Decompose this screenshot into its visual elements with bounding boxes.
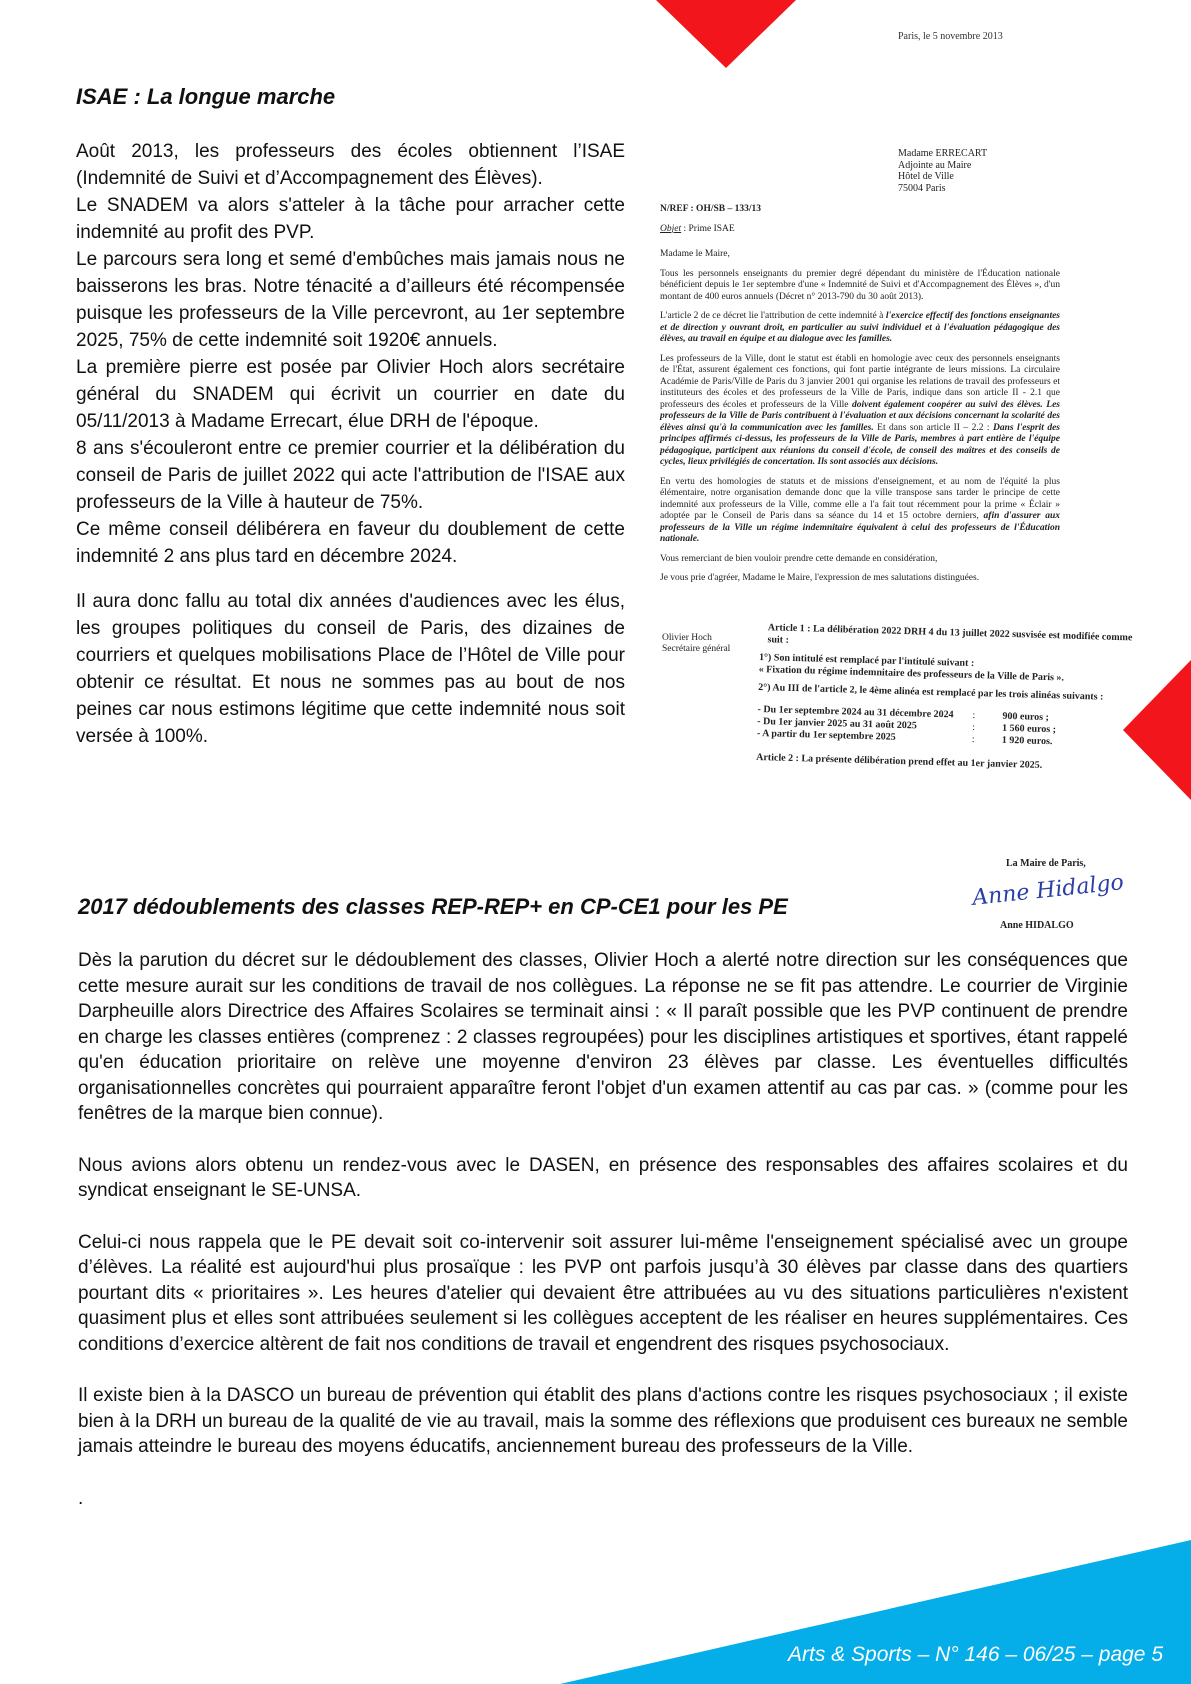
- footer-page-info: Arts & Sports – N° 146 – 06/25 – page 5: [788, 1643, 1163, 1666]
- letter-paragraph: Les professeurs de la Ville, dont le statut est établi en homologie avec ceux des personnels enseignants de l'État, assurent également ces fonctions, qui font partie intégrante de leurs missions. La circulaire Académie de Paris/Ville de Paris du 3 janvier 2001 qui organise les relations de travail des professeurs et instituteurs des écoles et des professeurs de la Ville de Paris, indique dans son article II - 2.1 que professeurs des écoles et professeurs de la Ville doivent également coopérer au suivi des élèves. Les professeurs de la Ville de Paris contribuent à l'évaluation et aux décisions concernant la scolarité des élèves ainsi qu'à la communication avec les familles. Et dans son article II – 2.2 : Dans l'esprit des principes affirmés ci-dessus, les professeurs de la Ville de Paris, membres à part entière de l'équipe pédagogique, participent aux réunions du conseil d'école, de conseil des maîtres et des conseils de cycles, lieux privilégiés de concertation. Ils sont associés aux décisions.: [660, 353, 1060, 467]
- letter-signer: Olivier Hoch Secrétaire général: [662, 633, 731, 654]
- letter-body: [660, 204, 1060, 593]
- letter-date: Paris, le 5 novembre 2013: [898, 31, 1003, 42]
- rates-list: [757, 704, 1148, 751]
- letter-recipient: Madame ERRECART Adjointe au Maire Hôtel de Ville 75004 Paris: [898, 148, 988, 194]
- section1-paragraph: La première pierre est posée par Olivier Hoch alors secrétaire général du SNADEM qui écrivit un courrier en date du 05/11/2013 à Madame Errecart, élue DRH de l'époque.: [76, 357, 625, 432]
- section2-paragraph: Il existe bien à la DASCO un bureau de prévention qui établit des plans d'actions contre les risques psychosociaux ; il existe bien à la DRH un bureau de la qualité de vie au travail, mais la somme des réflexions que produisent ces bureaux ne semble jamais atteindre le bureau des moyens éducatifs, anciennement bureau des professeurs de la Ville.: [78, 1385, 1128, 1457]
- mayor-handwritten-signature: Anne Hidalgo: [971, 870, 1125, 911]
- mayor-title: La Maire de Paris,: [1006, 858, 1086, 869]
- letter-paragraph: L'article 2 de ce décret lie l'attribution de cette indemnité à l'exercice effectif des fonctions enseignantes et de direction y ouvrant droit, en particulier au suivi individuel et à l'évaluation pédagogique des élèves, au travail en équipe et au dialogue avec les familles.: [660, 311, 1060, 344]
- letter-paragraph: Tous les personnels enseignants du premier degré dépendant du ministère de l'Éducation nationale bénéficient depuis le 1er septembre d'une « Indemnité de Suivi et d'Accompagnement des Élèves », d'un montant de 400 euros annuels (Décret n° 2013-790 du 30 août 2013).: [660, 268, 1060, 302]
- section1-paragraph: Août 2013, les professeurs des écoles obtiennent l’ISAE (Indemnité de Suivi et d’Accompagnement des Élèves).: [76, 141, 625, 189]
- section2-body: [78, 948, 1128, 1537]
- section2-paragraph: Dès la parution du décret sur le dédoublement des classes, Olivier Hoch a alerté notre direction sur les conséquences que cette mesure aurait sur les conditions de travail de nos collègues. La réponse ne se fit pas attendre. Le courrier de Virginie Darpheuille alors Directrice des Affaires Scolaires se terminait ainsi : « Il paraît possible que les PVP continuent de prendre en charge les classes entières (comprenez : 2 classes regroupées) pour les disciplines artistiques et sportives, étant rappelé qu'en éducation prioritaire on relève une moyenne d'environ 23 élèves par classe. Les éventuelles difficultés organisationnelles concrètes qui pourraient apparaître feront l'objet d'un examen attentif au cas par cas. » (comme pour les fenêtres de la marque bien connue).: [78, 950, 1128, 1124]
- letter-paragraph: En vertu des homologies de statuts et de missions d'enseignement, et au nom de l'équité la plus élémentaire, notre organisation demande donc que la ville transpose sans tarder le principe de cette indemnité aux professeurs de la Ville, comme elle a l'a fait tout récemment pour la prime « Éclair » adoptée par le Conseil de Paris dans sa séance du 14 et 15 octobre derniers, afin d'assurer aux professeurs de la Ville un régime indemnitaire équivalent à celui des professeurs de l'Éducation nationale.: [660, 476, 1060, 544]
- section1-body: [76, 138, 625, 750]
- section1-paragraph: 8 ans s'écouleront entre ce premier courrier et la délibération du conseil de Paris de juillet 2022 qui acte l'attribution de l'ISAE aux professeurs de la Ville à hauteur de 75%.: [76, 438, 625, 513]
- letter-paragraph: Vous remerciant de bien vouloir prendre cette demande en considération,: [660, 553, 938, 564]
- rate-row: - Du 1er janvier 2025 au 31 août 2025 : 1 560 euros ;: [757, 715, 1057, 736]
- section2-paragraph: Nous avions alors obtenu un rendez-vous avec le DASEN, en présence des responsables des affaires scolaires et du syndicat enseignant le SE-UNSA.: [78, 1154, 1128, 1201]
- section2-title: 2017 dédoublements des classes REP-REP+ en CP-CE1 pour les PE: [78, 894, 788, 919]
- mayor-name: Anne HIDALGO: [1000, 920, 1074, 931]
- section1-paragraph: Le parcours sera long et semé d'embûches mais jamais nous ne baisserons les bras. Notre ténacité a d’ailleurs été récompensée puisque les professeurs de la Ville percevront, au 1er septembre 2025, 75% de cette indemnité soit 1920€ annuels.: [76, 249, 625, 351]
- section2-paragraph: Celui-ci nous rappela que le PE devait soit co-intervenir soit assurer lui-même l'enseignement spécialisé avec un groupe d’élèves. La réalité est aujourd'hui plus prosaïque : les PVP ont parfois jusqu’à 30 élèves par classe dans des quartiers pourtant dits « prioritaires ». Les heures d'atelier qui devaient être attribuées au vu des situations particulières n'existent quasiment plus et elles sont attribuées seulement si les collègues acceptent de les réaliser en heures supplémentaires. Ces conditions d’exercice altèrent de fait nos conditions de travail et engendrent des risques psychosociaux.: [78, 1231, 1128, 1355]
- letter-paragraph: Je vous prie d'agréer, Madame le Maire, l'expression de mes salutations distinguées.: [660, 573, 980, 583]
- section1-paragraph: Il aura donc fallu au total dix années d'audiences avec les élus, les groupes politiques du conseil de Paris, des dizaines de courriers et quelques mobilisations Place de l’Hôtel de Ville pour obtenir ce résultat. Et nous ne sommes pas au bout de nos peines car nous estimons légitime que cette indemnité nous soit versée à 100%.: [76, 591, 625, 747]
- section1-paragraph: Le SNADEM va alors s'atteler à la tâche pour arracher cette indemnité au profit des PVP.: [76, 195, 625, 243]
- letter-subject: Objet : Prime ISAE: [660, 223, 735, 234]
- deliberation-excerpt: Article 1 : La délibération 2022 DRH 4 du 13 juillet 2022 susvisée est modifiée comme suit : 1°) Son intitulé est remplacé par l'intitulé suivant : « Fixation du régime indemnitaire des professeurs de la Ville de Paris ». 2°) Au III de l'article 2, le 4ème alinéa est remplacé par les trois alinéas suivants : - Du 1er septembre 2024 au 31 décembre 2024 : 900 euros ; - Du 1er janvier 2025 au 31 août 2025 : 1 560 euros ; - A partir du 1er septembre 2025 : 1 920 euros. Article 2 : La présente délibération prend effet au 1er janvier 2025.: [756, 622, 1150, 775]
- rate-row: - A partir du 1er septembre 2025 : 1 920 euros.: [756, 727, 1053, 748]
- red-triangle-top-decoration: [656, 0, 796, 68]
- section2-trailing-mark: .: [78, 1487, 84, 1509]
- letter-reference: N/REF : OH/SB – 133/13: [660, 204, 761, 214]
- rate-row: - Du 1er septembre 2024 au 31 décembre 2024 : 900 euros ;: [757, 703, 1050, 724]
- letter-salutation: Madame le Maire,: [660, 249, 730, 259]
- section1-title: ISAE : La longue marche: [76, 84, 336, 109]
- section1-paragraph: Ce même conseil délibérera en faveur du doublement de cette indemnité 2 ans plus tard en décembre 2024.: [76, 519, 625, 567]
